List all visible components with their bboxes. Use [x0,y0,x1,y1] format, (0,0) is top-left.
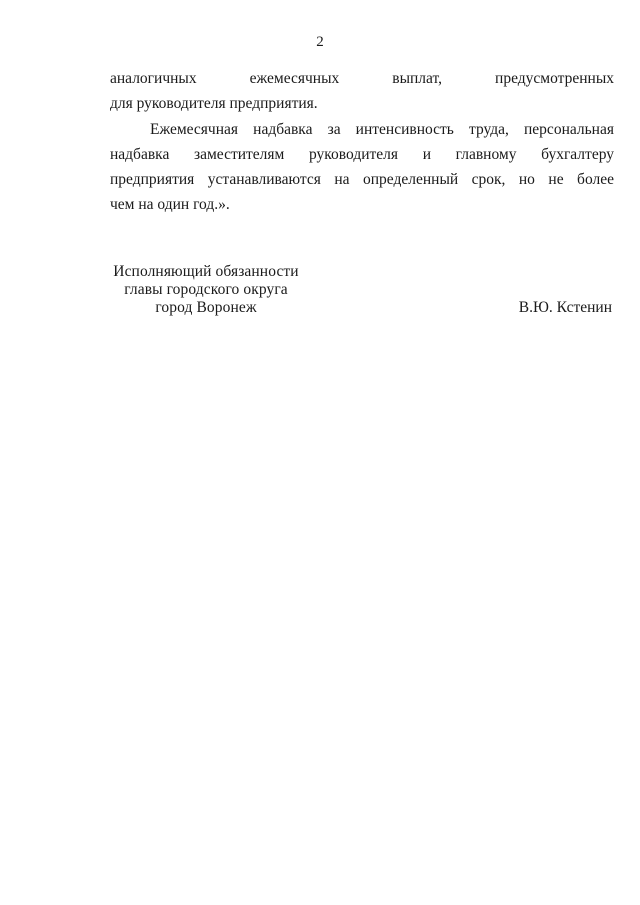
paragraph-continuation [110,66,614,116]
position-line: Исполняющий обязанности [113,263,299,280]
signatory-name: В.Ю. Кстенин [518,299,612,316]
paragraph-line: надбавка заместителям руководителя и главному бухгалтеру [110,146,614,163]
paragraph-line: аналогичных ежемесячных выплат, предусмотренных [110,70,614,87]
paragraph-line: для руководителя предприятия. [110,95,318,112]
paragraph-line: предприятия устанавливаются на определенный срок, но не более [110,171,614,188]
paragraph-line: чем на один год.». [110,196,230,213]
page-number: 2 [316,34,324,50]
paragraph-allowance [110,117,614,217]
signatory-position [106,263,306,317]
position-line: город Воронеж [155,299,257,316]
paragraph-line: Ежемесячная надбавка за интенсивность труда, персональная [150,121,614,138]
position-line: главы городского округа [124,281,288,298]
